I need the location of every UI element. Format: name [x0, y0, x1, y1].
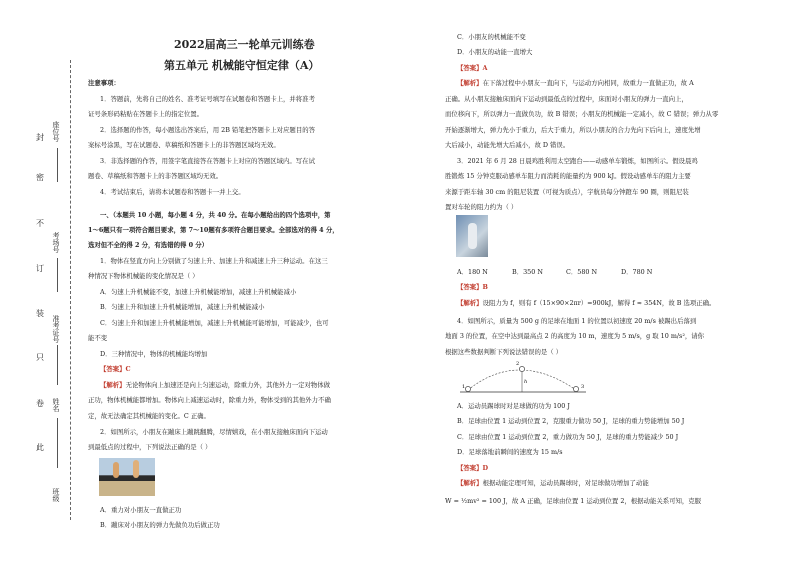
q2-answer: 【答案】A [457, 64, 488, 72]
q1-analysis: 正功，物体机械能都增加。物体向上减速运动时，除重力外，物体受到的其他外力不确 [88, 396, 331, 404]
analysis-tag: 【解析】 [457, 299, 483, 307]
section-line: 选对但不全的得 2 分，有选错的得 0 分） [88, 241, 209, 249]
label-3: 3 [581, 384, 585, 390]
notice-line: 1．答题前，先将自己的姓名、准考证号填写在试题卷和答题卡上，并将准考 [100, 95, 315, 103]
q2-analysis: 【解析】在下落过程中小朋友一直向下，与运动方向相同，故重力一直做正功，故 A [457, 79, 694, 87]
q3-stem: 胜锻炼 15 分钟克服动感单车阻力而消耗的能量约为 900 kJ。假设动感单车的阻力主要 [445, 172, 691, 180]
section-line: 一、（本题共 10 小题，每小题 4 分，共 40 分。在每小题给出的四个选项中，第 [100, 211, 331, 219]
q1-option-d: D．三种情况中，物体的机械能均增加 [100, 350, 208, 358]
child-figure [113, 462, 119, 478]
q3-option-a: A．180 N [457, 268, 488, 276]
ball-position-1 [465, 386, 470, 391]
binding-label-exam-id: 准考证号 [52, 315, 60, 343]
seal-char: 不 [36, 219, 44, 228]
analysis-tag: 【解析】 [457, 479, 483, 487]
seal-char: 封 [36, 133, 44, 142]
q2-stem: 2．如图所示，小朋友在蹦床上蹦跳翻腾，尽情嬉戏，在小朋友接触床面向下运动 [100, 428, 328, 436]
q4-option-c: C．足球由位置 1 运动到位置 2，重力做功为 50 J，足球的重力势能减少 50 J [457, 433, 679, 441]
binding-label-class: 班级 [52, 488, 60, 502]
astronaut-photo [456, 215, 488, 257]
q1-analysis: 【解析】无论物体向上加速还是向上匀速运动，除重力外，其他外力一定对物体做 [100, 381, 331, 389]
ball-position-3 [573, 386, 578, 391]
fill-line-seat [57, 148, 58, 182]
child-figure [133, 460, 139, 478]
q1-option-a: A．匀速上升机械能不变，加速上升机械能增加，减速上升机械能减小 [100, 288, 297, 296]
q1-option-c-cont: 能不变 [88, 334, 108, 342]
analysis-tag: 【解析】 [100, 381, 126, 389]
q4-analysis: W = ½mv² = 100 J，故 A 正确，足球由位置 1 运动到位置 2，根据动能关系可知，克服 [445, 497, 702, 505]
q2-analysis: 开始逐渐增大，弹力先小于重力，后大于重力，所以小朋友的合力先向下后向上，速度先增 [445, 126, 701, 134]
notice-line: 案标号涂黑，写在试题卷、草稿纸和答题卡上的非答题区域均无效。 [88, 141, 280, 149]
seal-char: 装 [36, 309, 44, 318]
q4-stem: 4．如图所示，质量为 500 g 的足球在地面 1 的位置以初速度 20 m/s 被踢出后落到 [457, 317, 697, 325]
q3-option-c: C．580 N [566, 268, 598, 276]
q3-stem: 来源于距车轴 30 cm 的阻尼装置（可视为质点），宇航员每分钟蹬车 90 圈，则阻尼装 [445, 188, 689, 196]
fill-line-room [57, 258, 58, 292]
q4-answer: 【答案】D [457, 464, 489, 472]
binding-label-name: 姓名 [52, 398, 60, 412]
trampoline-photo [99, 458, 155, 496]
q2-analysis: 而位移向下，所以弹力一直做负功，故 B 错误；小朋友的机械能一定减小，故 C 错误；弹力从零 [445, 110, 719, 118]
binding-label-room: 考场号 [52, 232, 60, 253]
q2-option-a: A．重力对小朋友一直做正功 [100, 506, 182, 514]
seal-char: 此 [36, 443, 44, 452]
notice-line: 2．选择题的作答，每小题选出答案后，用 2B 铅笔把答题卡上对应题目的答 [100, 126, 315, 134]
q2-stem: 到最低点的过程中，下列说法正确的是（ ） [88, 443, 212, 451]
q3-answer: 【答案】B [457, 283, 488, 291]
label-h: h [524, 379, 528, 385]
fill-line-exam-id [57, 345, 58, 385]
q4-option-a: A．运动员踢球时对足球做的功为 100 J [457, 402, 570, 410]
seal-char: 卷 [36, 399, 44, 408]
seal-char: 订 [36, 264, 44, 273]
ball-position-2 [519, 366, 524, 371]
binding-line [70, 60, 71, 520]
q4-option-d: D．足球落地前瞬间的速度为 15 m/s [457, 448, 563, 456]
q4-stem: 地面 3 的位置，在空中达到最高点 2 的高度为 10 m，速度为 5 m/s，g 取 10 m/s²，请你 [445, 332, 705, 340]
q1-option-c: C．匀速上升和加速上升机械能增加，减速上升机械能可能增加，可能减少，也可 [100, 319, 329, 327]
binding-label-seat: 座位号 [52, 121, 60, 142]
q1-stem: 1．物体在竖直方向上分别做了匀速上升、加速上升和减速上升三种运动。在这三 [100, 257, 328, 265]
page-subtitle: 第五单元 机械能守恒定律（A） [164, 59, 320, 72]
notice-line: 3．非选择题的作答，用签字笔直接答在答题卡上对应的答题区域内。写在试 [100, 157, 315, 165]
seal-char: 只 [36, 353, 44, 362]
q4-analysis: 【解析】根据动能定理可知，运动员踢球时，对足球做功增加了动能 [457, 479, 649, 487]
analysis-tag: 【解析】 [457, 79, 483, 87]
q2-option-d: D．小朋友的动能一直增大 [457, 48, 533, 56]
q1-option-b: B．匀速上升和加速上升机械能增加，减速上升机械能减小 [100, 303, 265, 311]
label-2: 2 [516, 361, 520, 367]
page-title: 2022届高三一轮单元训练卷 [174, 38, 315, 51]
q4-stem: 根据这些数据判断下列说法错误的是（ ） [445, 348, 563, 356]
trajectory-figure [458, 358, 588, 396]
q2-option-c: C．小朋友的机械能不变 [457, 33, 526, 41]
notice-line: 4．考试结束后，请将本试题卷和答题卡一并上交。 [100, 188, 245, 196]
q3-stem: 3．2021 年 6 月 28 日晨鸡胜利用太空跑台——动感单车锻炼，如图所示。假设晨鸡 [457, 157, 698, 165]
q2-analysis: 大后减小，动能先增大后减小，故 D 错误。 [445, 141, 570, 149]
label-1: 1 [462, 384, 466, 390]
notice-heading: 注意事项： [88, 79, 120, 87]
seal-char: 密 [36, 173, 44, 182]
q2-option-b: B．蹦床对小朋友的弹力先做负功后做正功 [100, 521, 220, 529]
astronaut-figure [468, 223, 477, 249]
fill-line-name [57, 418, 58, 468]
notice-line: 题卷、草稿纸和答题卡上的非答题区域均无效。 [88, 172, 223, 180]
q3-analysis: 【解析】设阻力为 f，则有 f（15×90×2πr）=900kJ，解得 f ≈ 354N，故 B 选项正确。 [457, 299, 716, 307]
q1-answer: 【答案】C [100, 365, 131, 373]
notice-line: 证号条形码粘贴在答题卡上的指定位置。 [88, 110, 204, 118]
q3-stem: 置对车轮的阻力约为（ ） [445, 203, 518, 211]
q3-option-b: B．350 N [512, 268, 543, 276]
q1-analysis: 定，故无法确定其机械能的变化。C 正确。 [88, 412, 210, 420]
section-line: 1～6题只有一项符合题目要求，第 7～10题有多项符合题目要求。全部选对的得 4 分， [88, 226, 339, 234]
q1-stem: 种情况下物体机械能的变化情况是（ ） [88, 272, 199, 280]
q2-analysis: 正确。从小朋友接触床面向下运动到最低点的过程中，床面对小朋友的弹力一直向上， [445, 95, 688, 103]
q3-option-d: D．780 N [621, 268, 653, 276]
q4-option-b: B．足球由位置 1 运动到位置 2，克服重力做功 50 J，足球的重力势能增加 50 J [457, 417, 685, 425]
